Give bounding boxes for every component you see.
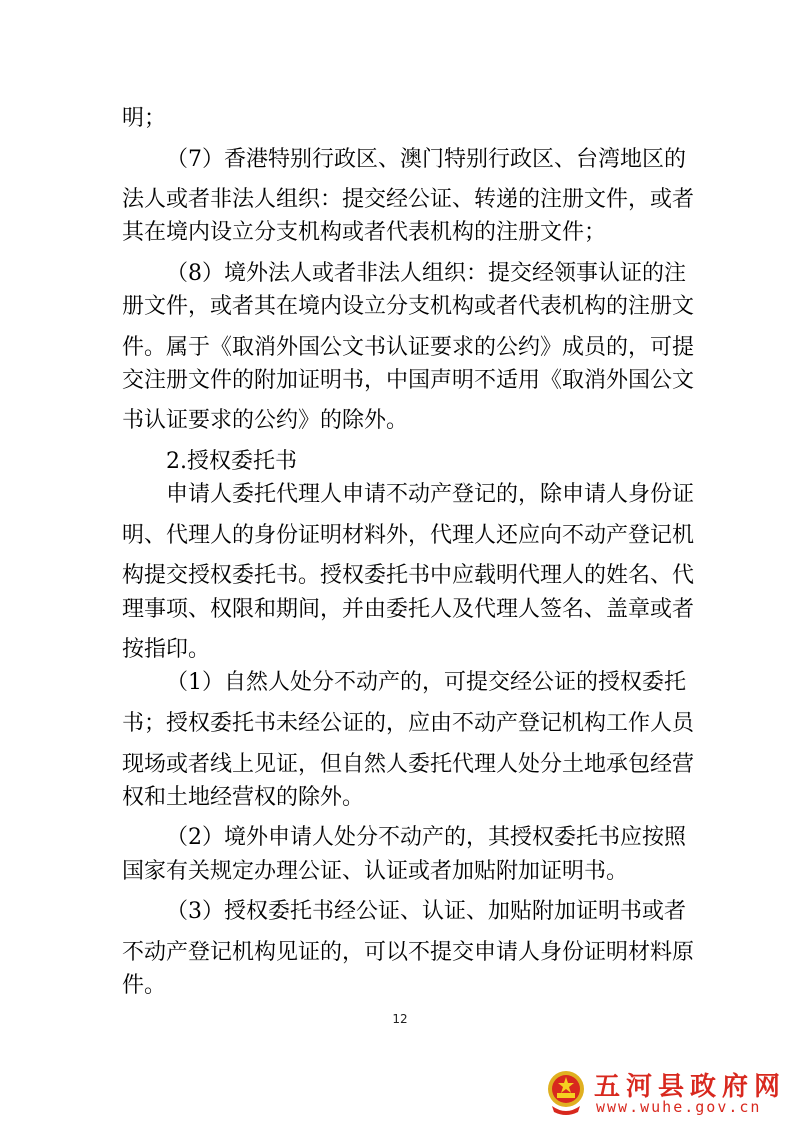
- text-line: 现场或者线上见证，但自然人委托代理人处分土地承包经营: [122, 752, 695, 777]
- text-line: 件。: [122, 973, 167, 998]
- text-line: 件。属于《取消外国公文书认证要求的公约》成员的，可提: [122, 335, 695, 360]
- text-line: 按指印。: [122, 637, 211, 662]
- text-line: （1）自然人处分不动产的，可提交经公证的授权委托: [166, 670, 686, 695]
- page-number: 12: [392, 1012, 408, 1026]
- text-line: （3）授权委托书经公证、认证、加贴附加证明书或者: [166, 899, 686, 924]
- text-line: （7）香港特别行政区、澳门特别行政区、台湾地区的: [166, 147, 686, 172]
- text-line: 法人或者非法人组织：提交经公证、转递的注册文件，或者: [122, 187, 695, 212]
- text-line: 书认证要求的公约》的除外。: [122, 408, 409, 433]
- text-line: 不动产登记机构见证的，可以不提交申请人身份证明材料原: [122, 940, 695, 965]
- text-line: 册文件，或者其在境内设立分支机构或者代表机构的注册文: [122, 294, 695, 319]
- text-line: 明；: [122, 106, 167, 131]
- watermark-url: www.wuhe.gov.cn: [596, 1098, 762, 1116]
- text-line: 书；授权委托书未经公证的，应由不动产登记机构工作人员: [122, 711, 695, 736]
- national-emblem-icon: [544, 1068, 588, 1116]
- text-line: 理事项、权限和期间，并由委托人及代理人签名、盖章或者: [122, 597, 695, 622]
- text-line: 申请人委托代理人申请不动产登记的，除申请人身份证: [166, 482, 695, 507]
- text-line: 构提交授权委托书。授权委托书中应载明代理人的姓名、代: [122, 563, 695, 588]
- text-line: （2）境外申请人处分不动产的，其授权委托书应按照: [166, 825, 686, 850]
- text-line: 其在境内设立分支机构或者代表机构的注册文件；: [122, 220, 607, 245]
- text-line: 权和土地经营权的除外。: [122, 785, 365, 810]
- text-line: （8）境外法人或者非法人组织：提交经领事认证的注: [166, 261, 686, 286]
- site-watermark: [544, 1066, 787, 1120]
- section-heading: 2.授权委托书: [166, 449, 297, 474]
- text-line: 明、代理人的身份证明材料外，代理人还应向不动产登记机: [122, 523, 695, 548]
- watermark-site-name: 五河县政府网: [594, 1072, 787, 1102]
- text-line: 国家有关规定办理公证、认证或者加贴附加证明书。: [122, 859, 629, 884]
- text-line: 交注册文件的附加证明书，中国声明不适用《取消外国公文: [122, 368, 695, 393]
